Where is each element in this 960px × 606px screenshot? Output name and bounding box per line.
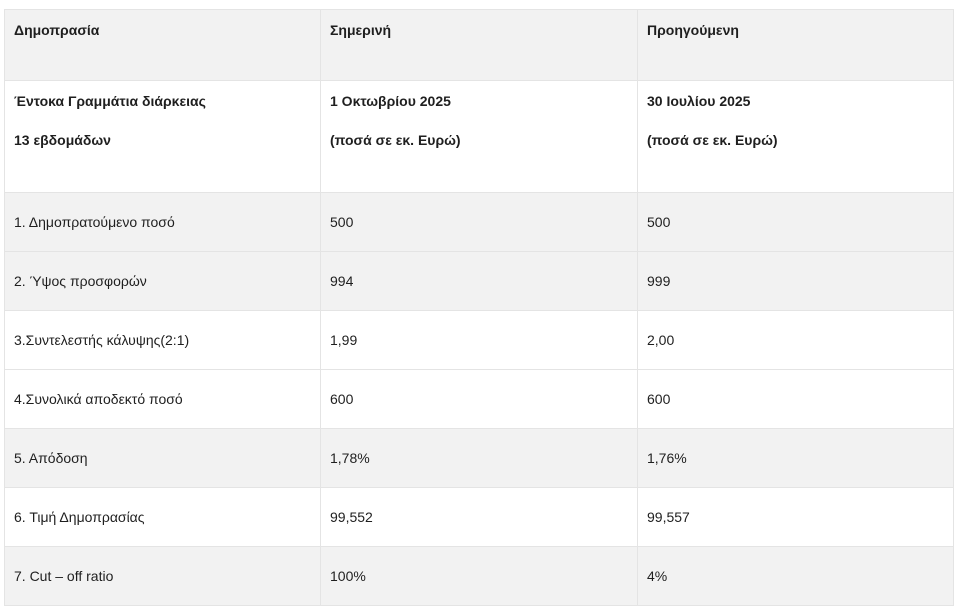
table-row	[5, 193, 954, 252]
row-previous-value: 999	[638, 252, 954, 311]
row-current-value: 100%	[321, 547, 638, 606]
table-row	[5, 547, 954, 606]
row-previous-value: 99,557	[638, 488, 954, 547]
row-previous-value: 1,76%	[638, 429, 954, 488]
table-row	[5, 311, 954, 370]
row-current-value: 994	[321, 252, 638, 311]
table-row	[5, 370, 954, 429]
subheader-previous-cell	[638, 81, 954, 193]
table-header-row	[5, 10, 954, 81]
row-label: 5. Απόδοση	[5, 429, 321, 488]
row-previous-value: 4%	[638, 547, 954, 606]
row-previous-value: 500	[638, 193, 954, 252]
table-subheader-row	[5, 81, 954, 193]
subheader-instrument: Έντοκα Γραμμάτια διάρκειας	[14, 93, 206, 109]
subheader-previous-unit: (ποσά σε εκ. Ευρώ)	[647, 131, 778, 148]
subheader-current-date: 1 Οκτωβρίου 2025	[330, 93, 451, 109]
row-previous-value: 600	[638, 370, 954, 429]
row-current-value: 99,552	[321, 488, 638, 547]
subheader-current-cell	[321, 81, 638, 193]
header-current: Σημερινή	[321, 10, 638, 81]
subheader-instrument-cell	[5, 81, 321, 193]
header-auction: Δημοπρασία	[5, 10, 321, 81]
row-label: 7. Cut – off ratio	[5, 547, 321, 606]
table-row	[5, 429, 954, 488]
row-label: 6. Τιμή Δημοπρασίας	[5, 488, 321, 547]
row-label: 1. Δημοπρατούμενο ποσό	[5, 193, 321, 252]
row-current-value: 1,99	[321, 311, 638, 370]
table-row	[5, 252, 954, 311]
subheader-duration: 13 εβδομάδων	[14, 131, 111, 148]
auction-results-table-wrapper	[4, 9, 953, 606]
header-previous: Προηγούμενη	[638, 10, 954, 81]
subheader-previous-date: 30 Ιουλίου 2025	[647, 93, 751, 109]
row-label: 4.Συνολικά αποδεκτό ποσό	[5, 370, 321, 429]
row-previous-value: 2,00	[638, 311, 954, 370]
row-current-value: 600	[321, 370, 638, 429]
auction-results-table	[4, 9, 954, 606]
subheader-current-unit: (ποσά σε εκ. Ευρώ)	[330, 131, 461, 148]
row-label: 2. Ύψος προσφορών	[5, 252, 321, 311]
row-current-value: 1,78%	[321, 429, 638, 488]
row-label: 3.Συντελεστής κάλυψης(2:1)	[5, 311, 321, 370]
table-row	[5, 488, 954, 547]
row-current-value: 500	[321, 193, 638, 252]
